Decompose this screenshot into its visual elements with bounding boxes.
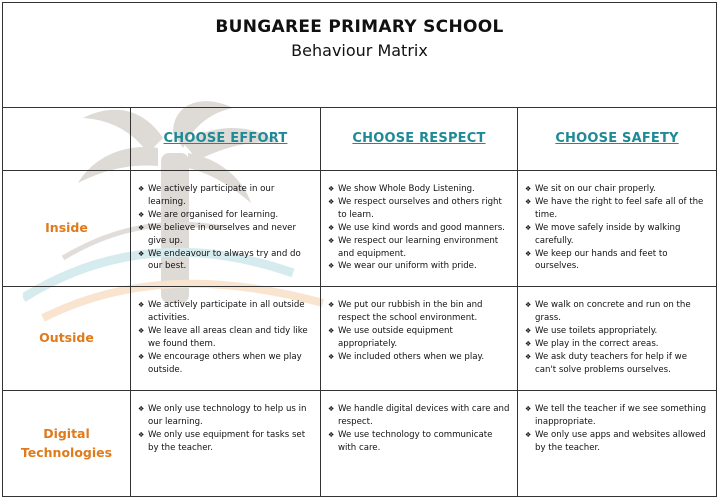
expectation-item: ❖ We use toilets appropriately. — [525, 325, 710, 338]
expectation-item: ❖ We handle digital devices with care and respect. — [328, 403, 511, 429]
expectation-list — [518, 287, 716, 376]
matrix-header — [3, 3, 716, 108]
column-heading-effort — [131, 107, 321, 171]
matrix-subtitle: Behaviour Matrix — [291, 41, 428, 60]
column-heading-label: CHOOSE SAFETY — [555, 131, 679, 146]
expectation-item: ❖ We tell the teacher if we see something inappropriate. — [525, 403, 710, 429]
behaviour-matrix — [2, 2, 717, 497]
row-heading-inside — [3, 171, 131, 287]
expectation-item: ❖ We actively participate in all outside activities. — [138, 299, 314, 325]
school-title: BUNGAREE PRIMARY SCHOOL — [215, 17, 504, 37]
expectation-item: ❖ We ask duty teachers for help if we can't solve problems ourselves. — [525, 351, 710, 377]
cell-digital-respect — [321, 391, 518, 496]
expectation-item: ❖ We use technology to communicate with care. — [328, 429, 511, 455]
expectation-item: ❖ We keep our hands and feet to ourselves. — [525, 248, 710, 274]
cell-inside-respect — [321, 171, 518, 287]
expectation-list — [321, 287, 517, 364]
cell-outside-effort — [131, 287, 321, 391]
cell-inside-safety — [518, 171, 716, 287]
row-heading-outside — [3, 287, 131, 391]
expectation-item: ❖ We walk on concrete and run on the grass. — [525, 299, 710, 325]
expectation-item: ❖ We believe in ourselves and never give up. — [138, 222, 314, 248]
expectation-list — [321, 171, 517, 273]
expectation-item: ❖ We move safely inside by walking carefully. — [525, 222, 710, 248]
expectation-item: ❖ We show Whole Body Listening. — [328, 183, 511, 196]
corner-cell — [3, 107, 131, 171]
expectation-item: ❖ We only use technology to help us in our learning. — [138, 403, 314, 429]
cell-digital-effort — [131, 391, 321, 496]
expectation-item: ❖ We only use apps and websites allowed by the teacher. — [525, 429, 710, 455]
cell-digital-safety — [518, 391, 716, 496]
row-heading-label: Inside — [45, 220, 88, 236]
expectation-item: ❖ We actively participate in our learning. — [138, 183, 314, 209]
column-heading-respect — [321, 107, 518, 171]
expectation-item: ❖ We leave all areas clean and tidy like we found them. — [138, 325, 314, 351]
expectation-item: ❖ We sit on our chair properly. — [525, 183, 710, 196]
expectation-item: ❖ We are organised for learning. — [138, 209, 314, 222]
expectation-item: ❖ We use kind words and good manners. — [328, 222, 511, 235]
expectation-list — [518, 171, 716, 273]
column-heading-label: CHOOSE EFFORT — [163, 131, 288, 146]
matrix-grid — [3, 107, 716, 496]
cell-outside-respect — [321, 287, 518, 391]
expectation-item: ❖ We use outside equipment appropriately. — [328, 325, 511, 351]
expectation-item: ❖ We only use equipment for tasks set by the teacher. — [138, 429, 314, 455]
column-heading-label: CHOOSE RESPECT — [352, 131, 486, 146]
expectation-list — [518, 391, 716, 455]
expectation-item: ❖ We put our rubbish in the bin and respect the school environment. — [328, 299, 511, 325]
row-heading-label: Digital Technologies — [20, 426, 113, 460]
expectation-item: ❖ We included others when we play. — [328, 351, 511, 364]
expectation-item: ❖ We respect ourselves and others right to learn. — [328, 196, 511, 222]
expectation-list — [321, 391, 517, 455]
expectation-item: ❖ We endeavour to always try and do our best. — [138, 248, 314, 274]
expectation-item: ❖ We have the right to feel safe all of the time. — [525, 196, 710, 222]
expectation-list — [131, 391, 320, 455]
expectation-item: ❖ We play in the correct areas. — [525, 338, 710, 351]
expectation-list — [131, 287, 320, 376]
expectation-item: ❖ We respect our learning environment and equipment. — [328, 235, 511, 261]
expectation-item: ❖ We wear our uniform with pride. — [328, 260, 511, 273]
expectation-item: ❖ We encourage others when we play outside. — [138, 351, 314, 377]
row-heading-label: Outside — [39, 330, 94, 346]
row-heading-digital-technologies — [3, 391, 131, 496]
expectation-list — [131, 171, 320, 273]
column-heading-safety — [518, 107, 716, 171]
cell-outside-safety — [518, 287, 716, 391]
cell-inside-effort — [131, 171, 321, 287]
